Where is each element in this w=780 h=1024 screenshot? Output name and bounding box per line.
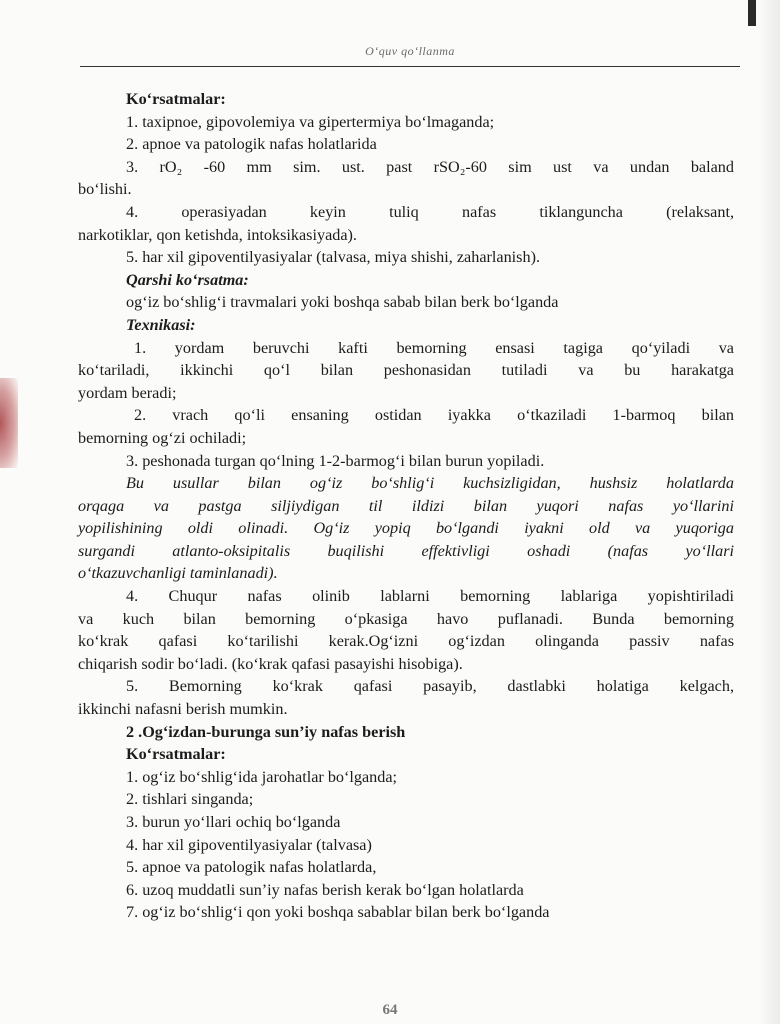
list-item: 7. og‘iz bo‘shlig‘i qon yoki boshqa sabablar bilan berk bo‘lganda (126, 903, 550, 922)
section-heading-indications: Ko‘rsatmalar: (126, 90, 226, 108)
list-item: 2. vrach qo‘li ensaning ostidan iyakka o‘tkaziladi 1-barmoq bilan (134, 406, 734, 425)
section-heading-indications-2: Ko‘rsatmalar: (126, 745, 226, 764)
list-item: 1. og‘iz bo‘shlig‘ida jarohatlar bo‘lganda; (126, 767, 398, 786)
italic-paragraph-line: o‘tkazuvchanligi taminlanadi). (78, 564, 278, 583)
list-item: 4. har xil gipoventilyasiyalar (talvasa) (126, 835, 372, 854)
running-header: O‘quv qo‘llanma (365, 44, 455, 58)
page-edge-shadow (758, 0, 780, 1024)
list-item: 3. rO₂ -60 mm sim. ust. past rSO₂-60 sim ust va undan baland (126, 157, 734, 176)
list-item: 3. burun yo‘llari ochiq bo‘lganda (126, 813, 341, 831)
list-item: 6. uzoq muddatli sun’iy nafas berish kerak bo‘lgan holatlarda (126, 880, 524, 899)
list-item: 4. Chuqur nafas olinib lablarni bemorning lablariga yopishtiriladi (126, 587, 734, 606)
paragraph-line: og‘iz bo‘shlig‘i travmalari yoki boshqa sabab bilan berk bo‘lganda (126, 293, 559, 312)
list-item: 5. apnoe va patologik nafas holatlarda, (126, 858, 377, 877)
list-item: 1. taxipnoe, gipovolemiya va gipertermiya bo‘lmaganda; (126, 112, 495, 131)
page-corner-mark (748, 0, 756, 26)
list-item-continuation: ko‘tariladi, ikkinchi qo‘l bilan peshonasidan tutiladi va bu harakatga (78, 361, 734, 380)
header-rule (80, 66, 740, 67)
list-item-continuation: bo‘lishi. (78, 180, 132, 199)
section-heading-technique: Texnikasi: (126, 315, 196, 334)
binding-stain (0, 378, 18, 468)
list-item-continuation: va kuch bilan bemorning o‘pkasiga havo puflanadi. Bunda bemorning (78, 609, 734, 628)
list-item-continuation: narkotiklar, qon ketishda, intoksikasiyada). (78, 225, 357, 244)
list-item-continuation: bemorning og‘zi ochiladi; (78, 428, 247, 447)
list-item: 5. Bemorning ko‘krak qafasi pasayib, dastlabki holatiga kelgach, (126, 677, 734, 696)
section-heading-mouth-to-nose: 2 .Og‘izdan-burunga sun’iy nafas berish (126, 722, 406, 741)
page-number: 64 (382, 1002, 398, 1018)
list-item-continuation: ikkinchi nafasni berish mumkin. (78, 700, 288, 719)
list-item: 2. tishlari singanda; (126, 790, 254, 809)
italic-paragraph-line: orqaga va pastga siljiydigan til ildizi bilan yuqori nafas yo‘llarini (78, 496, 734, 515)
list-item: 5. har xil gipoventilyasiyalar (talvasa, miya shishi, zaharlanish). (126, 248, 541, 267)
list-item: 4. operasiyadan keyin tuliq nafas tiklanguncha (relaksant, (126, 202, 734, 221)
italic-paragraph-line: yopilishining oldi olinadi. Og‘iz yopiq bo‘lgandi iyakni old va yuqoriga (78, 519, 734, 538)
list-item: 1. yordam beruvchi kafti bemorning ensasi tagiga qo‘yiladi va (134, 338, 734, 357)
section-heading-contraindications: Qarshi ko‘rsatma: (126, 270, 249, 289)
list-item: 2. apnoe va patologik nafas holatlarida (126, 135, 377, 154)
italic-paragraph-line: Bu usullar bilan og‘iz bo‘shlig‘i kuchsizligidan, hushsiz holatlarda (126, 474, 734, 493)
page-body (78, 88, 734, 924)
list-item: 3. peshonada turgan qo‘lning 1-2-barmog‘i bilan burun yopiladi. (126, 451, 545, 470)
list-item-continuation: chiqarish sodir bo‘ladi. (ko‘krak qafasi pasayishi hisobiga). (78, 654, 463, 673)
list-item-continuation: ko‘krak qafasi ko‘tarilishi kerak.Og‘izni og‘izdan olinganda passiv nafas (78, 632, 734, 651)
italic-paragraph-line: surgandi atlanto-oksipitalis buqilishi effektivligi oshadi (nafas yo‘llari (78, 541, 734, 560)
list-item-continuation: yordam beradi; (78, 383, 177, 402)
